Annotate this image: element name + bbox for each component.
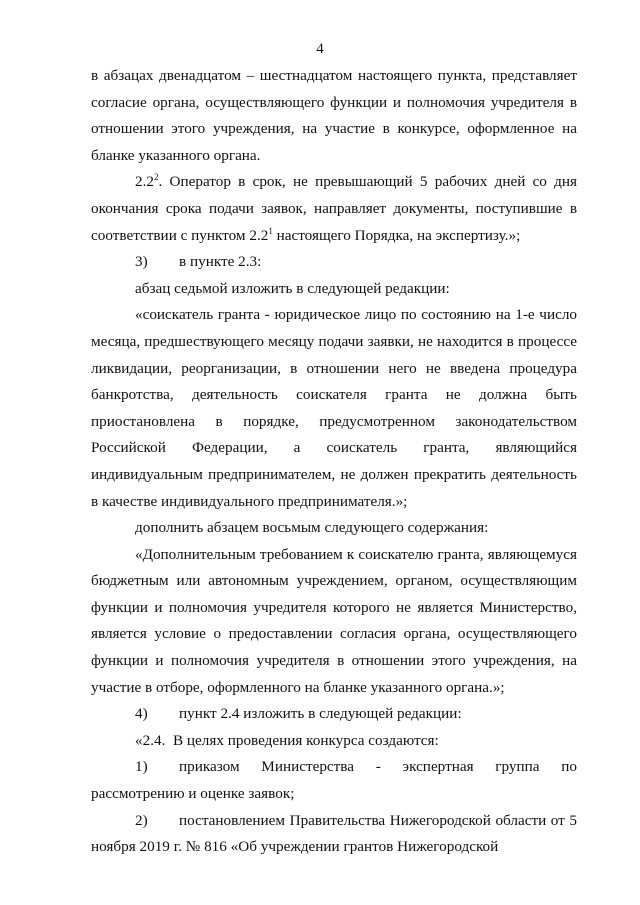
paragraph-8-text: пункт 2.4 изложить в следующей редакции:	[179, 705, 462, 723]
paragraph-10-number: 1)	[135, 758, 148, 776]
document-body	[91, 63, 577, 861]
paragraph-10	[91, 754, 577, 807]
paragraph-2-superscript-2: 1	[268, 225, 273, 236]
paragraph-8-number: 4)	[135, 705, 148, 723]
paragraph-10-text: приказом Министерства - экспертная группа по рассмотрению и оценке заявок;	[91, 758, 577, 803]
paragraph-2-lead: 2.2	[135, 173, 154, 191]
paragraph-11-number: 2)	[135, 811, 148, 829]
page-number: 4	[316, 41, 324, 57]
paragraph-9: «2.4. В целях проведения конкурса создаются:	[135, 731, 439, 749]
paragraph-5: «соискатель гранта - юридическое лицо по состоянию на 1-е число месяца, предшествующего месяцу подачи заявки, не находится в процессе ликвидации, реорганизации, в отношении него не введена процедура банкротства, деятельность соискателя гранта не должна быть приостановлена в порядке, предусмотренном законодательством Российской Федерации, а соискатель гранта, являющийся индивидуальным предпринимателем, не должен прекратить деятельность в качестве индивидуального предпринимателя.»;	[91, 306, 577, 510]
paragraph-11-text: постановлением Правительства Нижегородской области от 5 ноября 2019 г. № 816 «Об учреждении грантов Нижегородской	[91, 811, 577, 856]
paragraph-3-text: в пункте 2.3:	[179, 253, 262, 271]
paragraph-1: в абзацах двенадцатом – шестнадцатом настоящего пункта, представляет согласие органа, осуществляющего функции и полномочия учредителя в отношении этого учреждения, на участие в конкурсе, оформленное на бланке указанного органа.	[91, 67, 577, 164]
paragraph-3-number: 3)	[135, 253, 148, 271]
paragraph-2-text-b: настоящего Порядка, на экспертизу.»;	[272, 226, 521, 244]
paragraph-4: абзац седьмой изложить в следующей редакции:	[135, 279, 450, 297]
paragraph-2-text-a: . Оператор в срок, не превышающий 5 рабочих дней со дня окончания срока подачи заявок, направляет документы, поступившие в соответствии с пунктом 2.2	[91, 173, 577, 244]
paragraph-8	[91, 701, 577, 728]
paragraph-7: «Дополнительным требованием к соискателю гранта, являющемуся бюджетным или автономным учреждением, органом, осуществляющим функции и полномочия учредителя которого не является Министерство, является условие о предоставлении согласия органа, осуществляющего функции и полномочия учредителя в отношении этого учреждения, на участие в отборе, оформленного на бланке указанного органа.»;	[91, 545, 577, 696]
paragraph-2	[91, 169, 577, 249]
paragraph-6: дополнить абзацем восьмым следующего содержания:	[135, 519, 489, 537]
paragraph-2-superscript: 2	[153, 172, 159, 183]
paragraph-11	[91, 808, 577, 861]
paragraph-3	[91, 249, 577, 276]
